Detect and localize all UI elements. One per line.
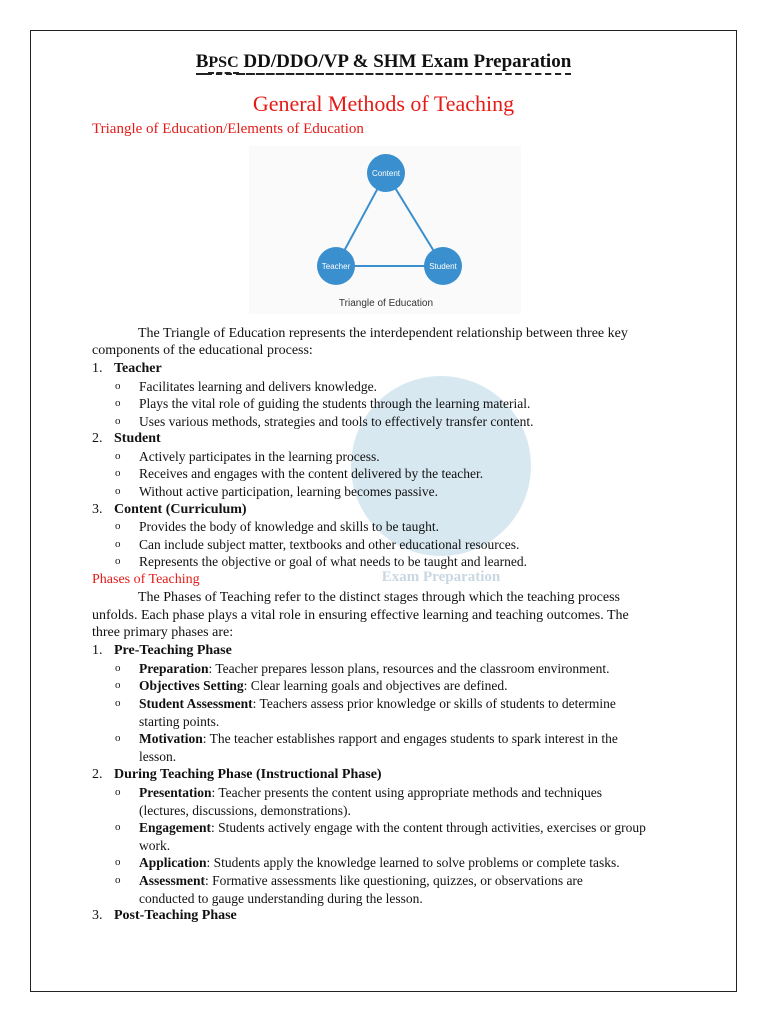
document-page — [30, 30, 737, 992]
list-item: o Preparation: Teacher prepares lesson plans, resources and the classroom environment. — [115, 661, 610, 676]
bullet-icon: o — [115, 697, 121, 709]
phase-item-post-teaching: 3. Post-Teaching Phase — [92, 908, 237, 923]
bullet-icon: o — [115, 538, 121, 550]
bullet-icon: o — [115, 485, 121, 497]
list-item: o Assessment: Formative assessments like questioning, quizzes, or observations are conducted to gauge understanding during the lesson. — [115, 873, 583, 906]
diagram-caption: Triangle of Education — [338, 298, 434, 309]
phases-intro-line-3: three primary phases are: — [92, 625, 234, 640]
bullet-icon: o — [115, 821, 121, 833]
list-item: o Actively participates in the learning process. — [115, 449, 380, 464]
bullet-icon: o — [115, 450, 121, 462]
list-item: o Provides the body of knowledge and skills to be taught. — [115, 519, 439, 534]
bullet-icon: o — [115, 467, 121, 479]
list-item: o Plays the vital role of guiding the students through the learning material. — [115, 396, 531, 411]
intro-line-2: components of the educational process: — [92, 343, 313, 358]
phases-intro-line-2: unfolds. Each phase plays a vital role in ensuring effective learning and teaching outcomes. The — [92, 608, 629, 623]
watermark-text: Exam Preparation — [381, 569, 501, 585]
phase-item-during-teaching: 2. During Teaching Phase (Instructional Phase) — [92, 767, 382, 782]
bullet-icon: o — [115, 679, 121, 691]
list-item: o Application: Students apply the knowledge learned to solve problems or complete tasks. — [115, 855, 620, 870]
list-item: o Student Assessment: Teachers assess prior knowledge or skills of students to determine starting points. — [115, 696, 616, 729]
intro-line-1: The Triangle of Education represents the interdependent relationship between three key — [138, 326, 628, 341]
bullet-icon: o — [115, 520, 121, 532]
phase-item-pre-teaching: 1. Pre-Teaching Phase — [92, 643, 232, 658]
page-title: General Methods of Teaching — [252, 91, 515, 116]
bullet-icon: o — [115, 662, 121, 674]
bullet-icon: o — [115, 786, 121, 798]
element-item-student: 2. Student — [92, 431, 161, 446]
bullet-icon: o — [115, 555, 121, 567]
bullet-icon: o — [115, 397, 121, 409]
content-node-label: Content — [371, 169, 401, 178]
element-item-teacher: 1. Teacher — [92, 361, 162, 376]
header-smallcaps: PSC — [208, 54, 238, 74]
phases-heading: Phases of Teaching — [92, 572, 200, 587]
phases-intro-line-1: The Phases of Teaching refer to the distinct stages through which the teaching process — [138, 590, 621, 605]
list-item: o Represents the objective or goal of what needs to be taught and learned. — [115, 554, 527, 569]
teacher-node-label: Teacher — [321, 262, 351, 271]
bullet-icon: o — [115, 415, 121, 427]
list-item: o Uses various methods, strategies and tools to effectively transfer content. — [115, 414, 534, 429]
list-item: o Receives and engages with the content delivered by the teacher. — [115, 466, 484, 481]
list-item: o Can include subject matter, textbooks and other educational resources. — [115, 537, 520, 552]
exam-header — [31, 51, 736, 73]
intro-term: Triangle of Education — [163, 326, 286, 341]
triangle-of-education-diagram — [249, 146, 521, 314]
section-subtitle: Triangle of Education/Elements of Education — [92, 121, 364, 137]
student-node-label: Student — [429, 262, 457, 271]
list-item: o Motivation: The teacher establishes rapport and engages students to spark interest in the lesson. — [115, 731, 618, 764]
list-item: o Facilitates learning and delivers knowledge. — [115, 379, 378, 394]
list-item: o Without active participation, learning becomes passive. — [115, 484, 438, 499]
list-item: o Presentation: Teacher presents the content using appropriate methods and techniques (lectures, discussions, demonstrations). — [115, 785, 603, 818]
list-item: o Engagement: Students actively engage with the content through activities, exercises or group work. — [115, 820, 646, 853]
bullet-icon: o — [115, 732, 121, 744]
list-item: o Objectives Setting: Clear learning goals and objectives are defined. — [115, 678, 508, 693]
bullet-icon: o — [115, 380, 121, 392]
bullet-icon: o — [115, 874, 121, 886]
header-rest: DD/DDO/VP & SHM Exam Preparation — [239, 51, 572, 75]
phases-intro-term: Phases of Teaching — [163, 590, 271, 605]
element-item-content: 3. Content (Curriculum) — [92, 502, 247, 517]
header-initial: B — [196, 51, 209, 75]
bullet-icon: o — [115, 856, 121, 868]
